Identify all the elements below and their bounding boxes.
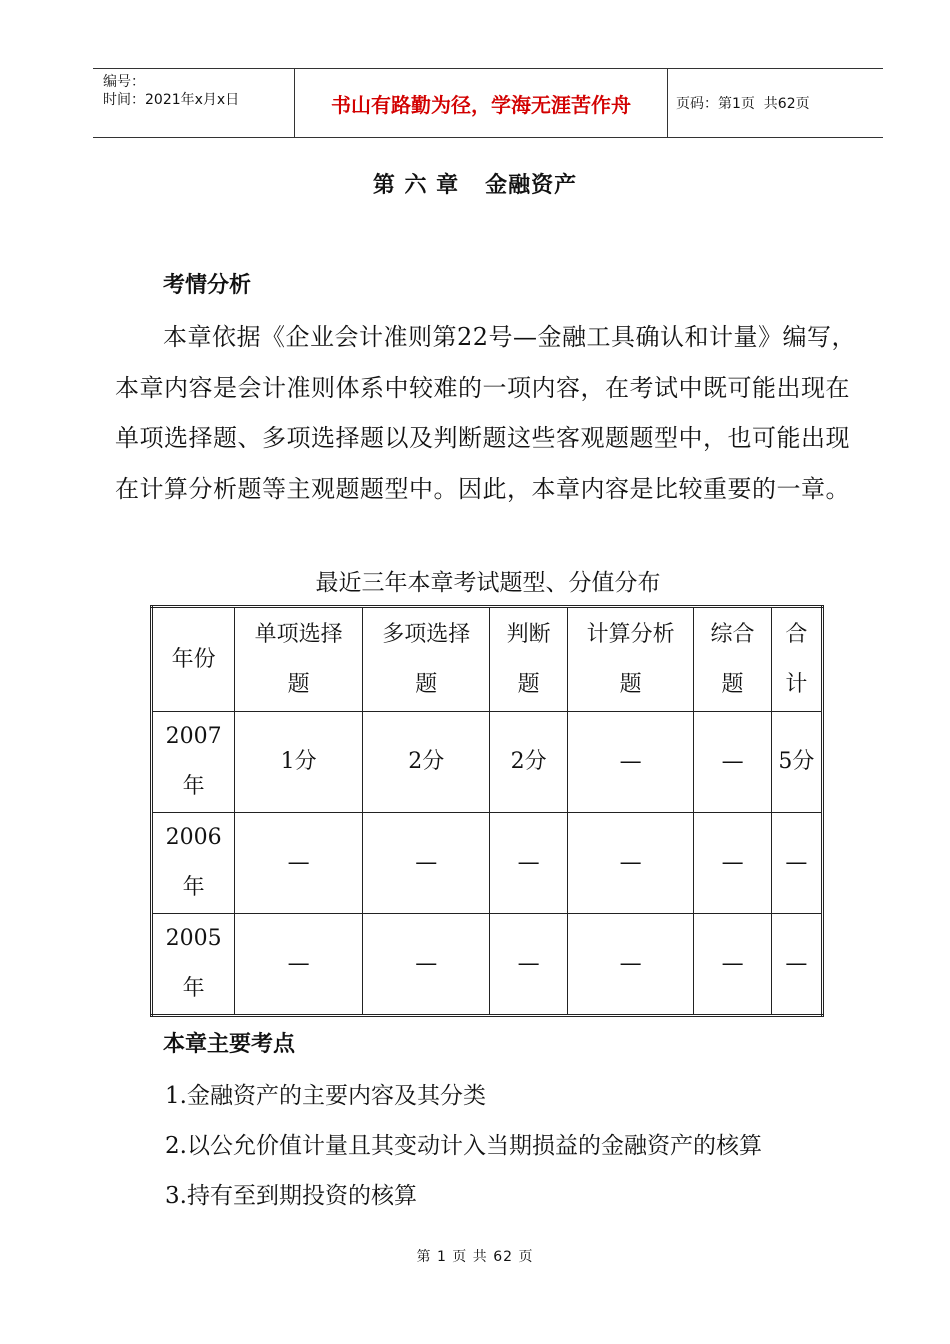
table-cell: 2分: [490, 712, 567, 813]
header-motto: 书山有路勤为径，学海无涯苦作舟: [294, 69, 668, 137]
header-cell: 判断题: [490, 607, 567, 712]
page-footer: 第 1 页 共 62 页: [416, 1249, 534, 1265]
table-row: [152, 813, 823, 914]
table-cell: —: [490, 914, 567, 1016]
key-point-item: 3.持有至到期投资的核算: [165, 1183, 417, 1209]
table-cell: —: [694, 813, 771, 914]
table-cell: —: [362, 914, 490, 1016]
table-row: [152, 712, 823, 813]
key-point-item: 2.以公允价值计量且其变动计入当期损益的金融资产的核算: [165, 1133, 762, 1159]
table-cell: —: [567, 813, 694, 914]
intro-paragraph: 本章依据《企业会计准则第22号—金融工具确认和计量》编写，本章内容是会计准则体系中较难的一项内容，在考试中既可能出现在单项选择题、多项选择题以及判断题这些客观题题型中，也可能出现在计算分析题等主观题题型中。因此，本章内容是比较重要的一章。: [115, 323, 857, 503]
section-title-key-points: 本章主要考点: [163, 1032, 296, 1057]
table-cell: —: [694, 914, 771, 1016]
table-cell: 2分: [362, 712, 490, 813]
table-cell: —: [235, 914, 363, 1016]
year-cell: 2006年: [152, 813, 235, 914]
table-cell: 1分: [235, 712, 363, 813]
header-cell: 合计: [771, 607, 822, 712]
table-cell: 5分: [771, 712, 822, 813]
year-cell: 2005年: [152, 914, 235, 1016]
table-cell: —: [771, 914, 822, 1016]
header-page-info: [668, 69, 883, 137]
table-header-row: [152, 607, 823, 712]
header-meta: [93, 69, 294, 137]
table-cell: —: [694, 712, 771, 813]
table-cell: —: [362, 813, 490, 914]
document-header: [93, 68, 883, 138]
table-cell: —: [235, 813, 363, 914]
score-distribution-table: [150, 605, 824, 1017]
key-point-item: 1.金融资产的主要内容及其分类: [165, 1083, 486, 1109]
header-cell: 单项选择题: [235, 607, 363, 712]
chapter-title: 第 六 章 金融资产: [372, 173, 578, 198]
page-label: 页码：第1页 共62页: [676, 96, 810, 112]
table-cell: —: [567, 914, 694, 1016]
table-cell: —: [567, 712, 694, 813]
section-title-analysis: 考情分析: [163, 273, 252, 298]
table-cell: —: [771, 813, 822, 914]
table-cell: —: [490, 813, 567, 914]
table-caption: 最近三年本章考试题型、分值分布: [315, 570, 661, 596]
header-cell: 计算分析题: [567, 607, 694, 712]
header-cell: 多项选择题: [362, 607, 490, 712]
serial-label: 编号：: [103, 74, 145, 90]
header-cell: 年份: [152, 607, 235, 712]
table-row: [152, 914, 823, 1016]
time-label: 时间：2021年x月x日: [103, 92, 240, 108]
year-cell: 2007年: [152, 712, 235, 813]
header-cell: 综合题: [694, 607, 771, 712]
